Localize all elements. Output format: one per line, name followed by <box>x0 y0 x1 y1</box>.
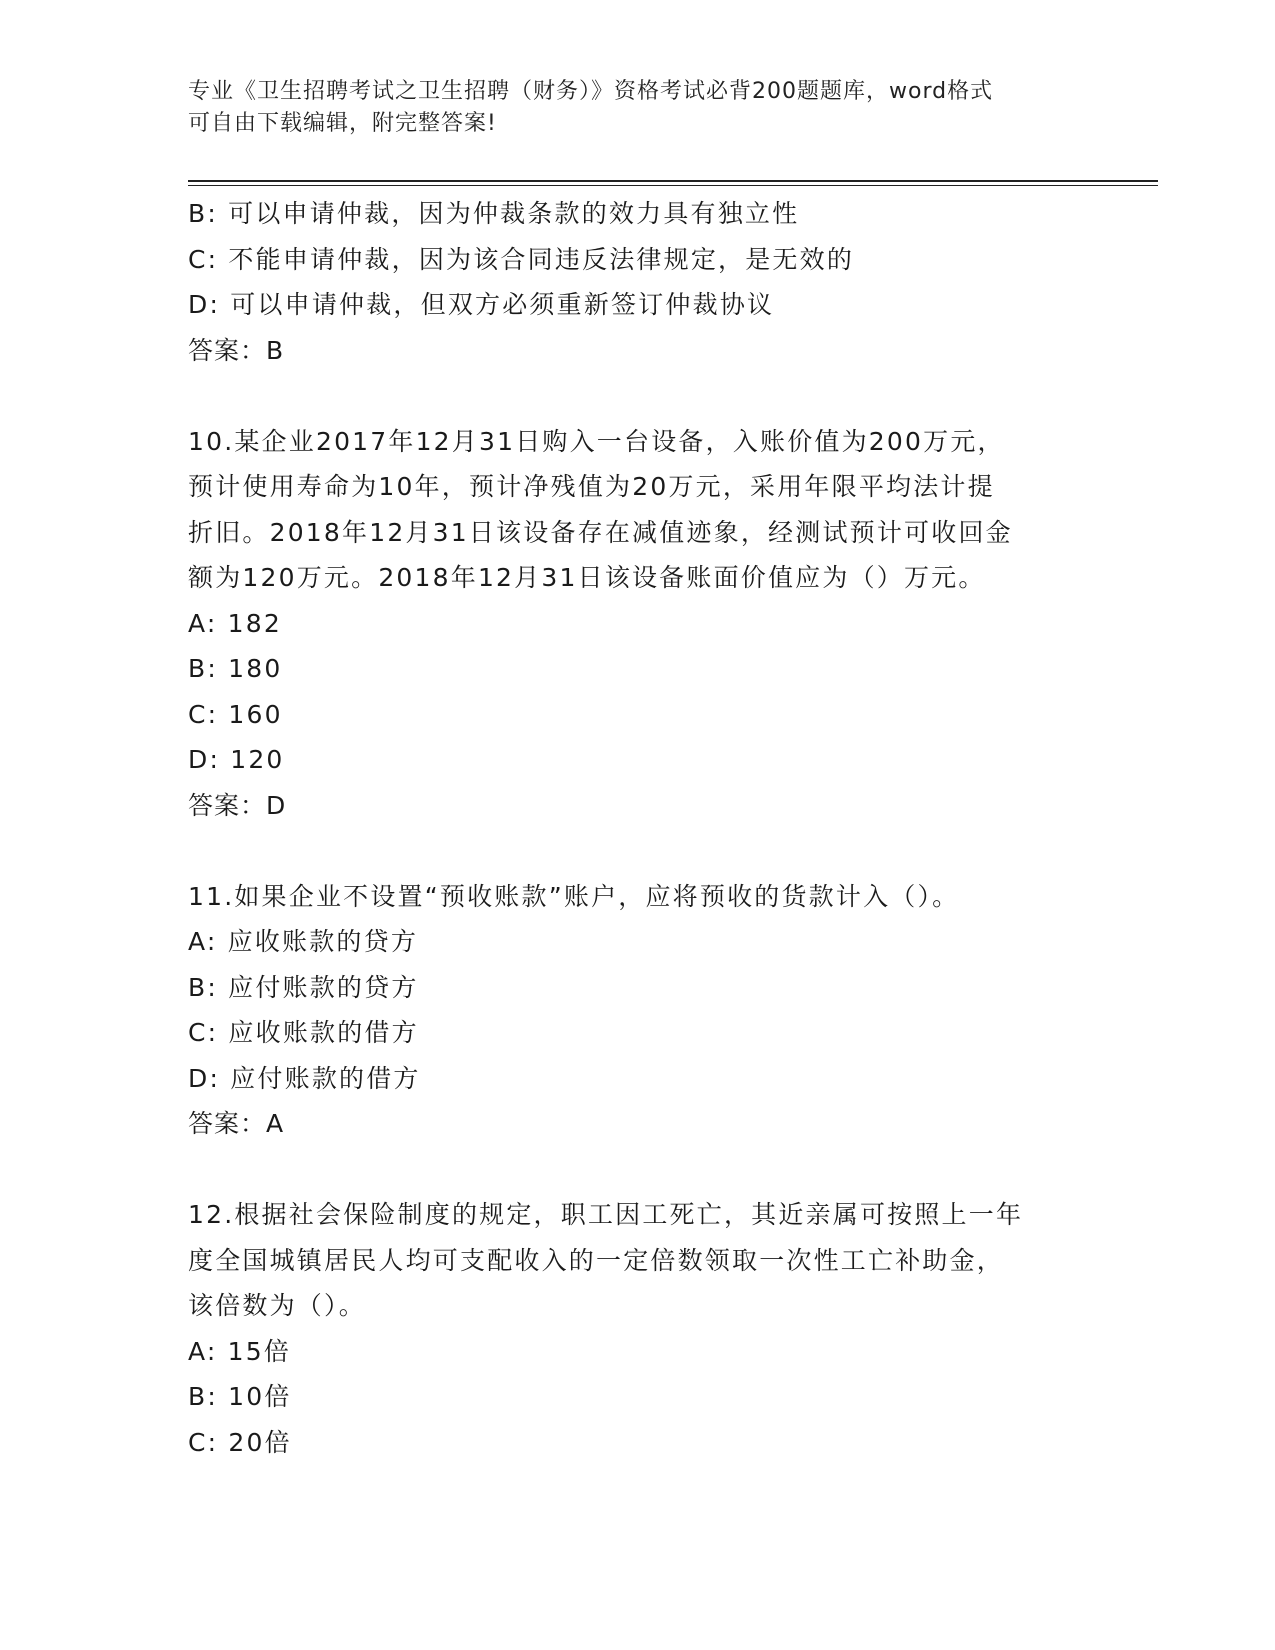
question-10 <box>188 419 1088 829</box>
document-header <box>188 76 1068 140</box>
answer: 答案：A <box>188 1109 285 1138</box>
option-c: C: 应收账款的借方 <box>188 1018 419 1047</box>
option-c: C: 20倍 <box>188 1427 292 1457</box>
option-b: B: 180 <box>188 654 283 683</box>
header-line-2: 可自由下载编辑，附完整答案! <box>188 111 497 136</box>
question-stem-line: 额为120万元。2018年12月31日该设备账面价值应为（）万元。 <box>188 563 986 592</box>
question-stem-line: 预计使用寿命为10年，预计净残值为20万元，采用年限平均法计提 <box>188 472 995 501</box>
option-d: D: 可以申请仲裁，但双方必须重新签订仲裁协议 <box>188 290 775 319</box>
option-a: A: 应收账款的贷方 <box>188 927 419 956</box>
answer: 答案：B <box>188 335 285 365</box>
option-b: B: 10倍 <box>188 1382 292 1411</box>
question-list <box>188 191 1088 1465</box>
option-a: A: 182 <box>188 608 282 638</box>
question-11 <box>188 874 1088 1147</box>
option-c: C: 160 <box>188 699 283 729</box>
question-12 <box>188 1192 1088 1465</box>
header-line-1: 专业《卫生招聘考试之卫生招聘（财务）》资格考试必背200题题库，word格式 <box>188 79 994 104</box>
question-9 <box>188 191 1088 373</box>
header-divider-thick <box>188 180 1158 182</box>
header-divider-thin <box>188 185 1158 186</box>
option-c: C: 不能申请仲裁，因为该合同违反法律规定，是无效的 <box>188 244 855 274</box>
answer: 答案：D <box>188 790 287 820</box>
question-stem-line: 该倍数为（）。 <box>188 1291 366 1320</box>
question-stem-line: 折旧。2018年12月31日该设备存在减值迹象，经测试预计可收回金 <box>188 517 1013 547</box>
question-stem-line: 11.如果企业不设置“预收账款”账户，应将预收的货款计入（）。 <box>188 881 960 911</box>
option-b: B: 可以申请仲裁，因为仲裁条款的效力具有独立性 <box>188 199 800 228</box>
option-d: D: 120 <box>188 745 285 774</box>
question-stem-line: 度全国城镇居民人均可支配收入的一定倍数领取一次性工亡补助金， <box>188 1245 1005 1275</box>
question-stem-line: 10.某企业2017年12月31日购入一台设备，入账价值为200万元， <box>188 426 1005 456</box>
question-stem-line: 12.根据社会保险制度的规定，职工因工死亡，其近亲属可按照上一年 <box>188 1200 1024 1229</box>
option-b: B: 应付账款的贷方 <box>188 972 419 1002</box>
option-d: D: 应付账款的借方 <box>188 1063 421 1093</box>
option-a: A: 15倍 <box>188 1336 292 1366</box>
